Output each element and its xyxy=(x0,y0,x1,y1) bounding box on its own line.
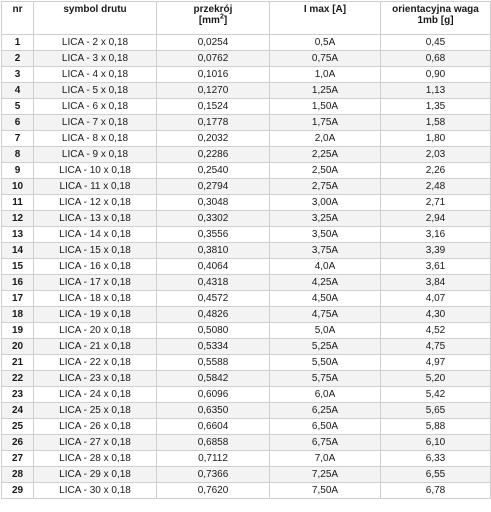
cell-przekroj: 0,7366 xyxy=(157,467,270,483)
cell-symbol: LICA - 19 x 0,18 xyxy=(34,307,157,323)
cell-przekroj: 0,5842 xyxy=(157,371,270,387)
cell-nr: 10 xyxy=(2,179,34,195)
header-przekroj-line2: [mm xyxy=(198,15,220,26)
cell-imax: 3,25A xyxy=(270,211,381,227)
table-row xyxy=(2,419,491,435)
cell-imax: 5,25A xyxy=(270,339,381,355)
cell-waga: 1,58 xyxy=(381,115,491,131)
cell-przekroj: 0,3556 xyxy=(157,227,270,243)
cell-imax: 4,0A xyxy=(270,259,381,275)
cell-waga: 4,07 xyxy=(381,291,491,307)
cell-symbol: LICA - 14 x 0,18 xyxy=(34,227,157,243)
cell-symbol: LICA - 4 x 0,18 xyxy=(34,67,157,83)
cell-symbol: LICA - 2 x 0,18 xyxy=(34,35,157,51)
cell-przekroj: 0,2032 xyxy=(157,131,270,147)
table-row xyxy=(2,371,491,387)
cell-nr: 14 xyxy=(2,243,34,259)
cell-waga: 0,90 xyxy=(381,67,491,83)
cell-przekroj: 0,3302 xyxy=(157,211,270,227)
cell-nr: 16 xyxy=(2,275,34,291)
cell-waga: 6,55 xyxy=(381,467,491,483)
cell-symbol: LICA - 6 x 0,18 xyxy=(34,99,157,115)
cell-imax: 7,25A xyxy=(270,467,381,483)
cell-nr: 21 xyxy=(2,355,34,371)
table-body xyxy=(2,35,491,499)
table-row xyxy=(2,35,491,51)
cell-przekroj: 0,0254 xyxy=(157,35,270,51)
cell-imax: 3,75A xyxy=(270,243,381,259)
cell-przekroj: 0,2286 xyxy=(157,147,270,163)
cell-przekroj: 0,2794 xyxy=(157,179,270,195)
cell-symbol: LICA - 29 x 0,18 xyxy=(34,467,157,483)
cell-waga: 1,80 xyxy=(381,131,491,147)
cell-przekroj: 0,4064 xyxy=(157,259,270,275)
cell-waga: 3,16 xyxy=(381,227,491,243)
table-row xyxy=(2,147,491,163)
table-row xyxy=(2,179,491,195)
cell-nr: 24 xyxy=(2,403,34,419)
cell-nr: 20 xyxy=(2,339,34,355)
cell-symbol: LICA - 25 x 0,18 xyxy=(34,403,157,419)
cell-przekroj: 0,2540 xyxy=(157,163,270,179)
cell-waga: 0,45 xyxy=(381,35,491,51)
cell-waga: 2,03 xyxy=(381,147,491,163)
table-row xyxy=(2,259,491,275)
cell-waga: 6,10 xyxy=(381,435,491,451)
cell-nr: 19 xyxy=(2,323,34,339)
cell-imax: 6,75A xyxy=(270,435,381,451)
cell-przekroj: 0,0762 xyxy=(157,51,270,67)
cell-waga: 5,65 xyxy=(381,403,491,419)
table-row xyxy=(2,67,491,83)
cell-imax: 4,75A xyxy=(270,307,381,323)
cell-symbol: LICA - 8 x 0,18 xyxy=(34,131,157,147)
cell-przekroj: 0,4318 xyxy=(157,275,270,291)
header-waga xyxy=(381,2,491,35)
cell-waga: 1,13 xyxy=(381,83,491,99)
cell-imax: 5,75A xyxy=(270,371,381,387)
cell-przekroj: 0,1524 xyxy=(157,99,270,115)
header-row xyxy=(2,2,491,35)
cell-przekroj: 0,4826 xyxy=(157,307,270,323)
cell-imax: 2,75A xyxy=(270,179,381,195)
cell-nr: 4 xyxy=(2,83,34,99)
cell-symbol: LICA - 9 x 0,18 xyxy=(34,147,157,163)
table-row xyxy=(2,355,491,371)
table-row xyxy=(2,323,491,339)
cell-nr: 8 xyxy=(2,147,34,163)
cell-symbol: LICA - 13 x 0,18 xyxy=(34,211,157,227)
cell-przekroj: 0,3048 xyxy=(157,195,270,211)
cell-waga: 3,84 xyxy=(381,275,491,291)
cell-waga: 4,97 xyxy=(381,355,491,371)
header-przekroj-line1: przekrój xyxy=(193,4,233,15)
cell-przekroj: 0,4572 xyxy=(157,291,270,307)
cell-nr: 22 xyxy=(2,371,34,387)
cell-symbol: LICA - 27 x 0,18 xyxy=(34,435,157,451)
cell-symbol: LICA - 15 x 0,18 xyxy=(34,243,157,259)
header-symbol: symbol drutu xyxy=(34,2,157,35)
cell-symbol: LICA - 28 x 0,18 xyxy=(34,451,157,467)
cell-waga: 1,35 xyxy=(381,99,491,115)
cell-waga: 3,39 xyxy=(381,243,491,259)
table-row xyxy=(2,243,491,259)
cell-imax: 0,5A xyxy=(270,35,381,51)
cell-symbol: LICA - 11 x 0,18 xyxy=(34,179,157,195)
cell-przekroj: 0,3810 xyxy=(157,243,270,259)
table-row xyxy=(2,131,491,147)
cell-nr: 2 xyxy=(2,51,34,67)
cell-imax: 1,25A xyxy=(270,83,381,99)
table-row xyxy=(2,275,491,291)
table-row xyxy=(2,195,491,211)
cell-imax: 0,75A xyxy=(270,51,381,67)
cell-imax: 7,0A xyxy=(270,451,381,467)
table-row xyxy=(2,163,491,179)
cell-imax: 1,0A xyxy=(270,67,381,83)
cell-nr: 13 xyxy=(2,227,34,243)
table-row xyxy=(2,227,491,243)
cell-symbol: LICA - 10 x 0,18 xyxy=(34,163,157,179)
cell-imax: 3,00A xyxy=(270,195,381,211)
table-row xyxy=(2,467,491,483)
table-row xyxy=(2,307,491,323)
wire-spec-table xyxy=(1,1,491,499)
cell-nr: 1 xyxy=(2,35,34,51)
cell-nr: 29 xyxy=(2,483,34,499)
cell-przekroj: 0,7112 xyxy=(157,451,270,467)
cell-przekroj: 0,5080 xyxy=(157,323,270,339)
cell-imax: 6,0A xyxy=(270,387,381,403)
cell-imax: 2,50A xyxy=(270,163,381,179)
cell-przekroj: 0,5334 xyxy=(157,339,270,355)
cell-przekroj: 0,6096 xyxy=(157,387,270,403)
cell-symbol: LICA - 30 x 0,18 xyxy=(34,483,157,499)
cell-nr: 9 xyxy=(2,163,34,179)
cell-symbol: LICA - 3 x 0,18 xyxy=(34,51,157,67)
table-row xyxy=(2,51,491,67)
cell-przekroj: 0,6858 xyxy=(157,435,270,451)
cell-przekroj: 0,1778 xyxy=(157,115,270,131)
cell-waga: 2,71 xyxy=(381,195,491,211)
cell-symbol: LICA - 26 x 0,18 xyxy=(34,419,157,435)
cell-waga: 0,68 xyxy=(381,51,491,67)
cell-imax: 1,50A xyxy=(270,99,381,115)
cell-symbol: LICA - 22 x 0,18 xyxy=(34,355,157,371)
header-przekroj-close: ] xyxy=(223,15,228,26)
header-waga-line2: 1mb [g] xyxy=(417,15,454,26)
table-row xyxy=(2,403,491,419)
cell-imax: 1,75A xyxy=(270,115,381,131)
table-row xyxy=(2,339,491,355)
cell-imax: 4,25A xyxy=(270,275,381,291)
header-przekroj xyxy=(157,2,270,35)
cell-nr: 11 xyxy=(2,195,34,211)
table-row xyxy=(2,83,491,99)
cell-przekroj: 0,5588 xyxy=(157,355,270,371)
table-header xyxy=(2,2,491,35)
cell-waga: 5,88 xyxy=(381,419,491,435)
cell-symbol: LICA - 16 x 0,18 xyxy=(34,259,157,275)
cell-nr: 15 xyxy=(2,259,34,275)
cell-przekroj: 0,6350 xyxy=(157,403,270,419)
cell-nr: 26 xyxy=(2,435,34,451)
cell-imax: 7,50A xyxy=(270,483,381,499)
cell-symbol: LICA - 24 x 0,18 xyxy=(34,387,157,403)
cell-imax: 2,0A xyxy=(270,131,381,147)
table-row xyxy=(2,99,491,115)
header-nr: nr xyxy=(2,2,34,35)
cell-nr: 23 xyxy=(2,387,34,403)
header-imax: I max [A] xyxy=(270,2,381,35)
cell-waga: 4,75 xyxy=(381,339,491,355)
cell-symbol: LICA - 12 x 0,18 xyxy=(34,195,157,211)
cell-symbol: LICA - 21 x 0,18 xyxy=(34,339,157,355)
cell-nr: 25 xyxy=(2,419,34,435)
cell-symbol: LICA - 7 x 0,18 xyxy=(34,115,157,131)
header-przekroj-sup: 2 xyxy=(219,13,224,21)
table-row xyxy=(2,451,491,467)
header-waga-line1: orientacyjna waga xyxy=(392,4,479,15)
table-row xyxy=(2,291,491,307)
cell-nr: 5 xyxy=(2,99,34,115)
cell-przekroj: 0,7620 xyxy=(157,483,270,499)
cell-symbol: LICA - 5 x 0,18 xyxy=(34,83,157,99)
cell-nr: 27 xyxy=(2,451,34,467)
table-row xyxy=(2,435,491,451)
cell-nr: 3 xyxy=(2,67,34,83)
cell-waga: 2,26 xyxy=(381,163,491,179)
cell-waga: 5,42 xyxy=(381,387,491,403)
cell-waga: 6,33 xyxy=(381,451,491,467)
cell-nr: 6 xyxy=(2,115,34,131)
cell-waga: 2,94 xyxy=(381,211,491,227)
cell-imax: 2,25A xyxy=(270,147,381,163)
cell-imax: 3,50A xyxy=(270,227,381,243)
cell-waga: 5,20 xyxy=(381,371,491,387)
cell-imax: 6,50A xyxy=(270,419,381,435)
cell-przekroj: 0,1016 xyxy=(157,67,270,83)
cell-symbol: LICA - 20 x 0,18 xyxy=(34,323,157,339)
cell-waga: 2,48 xyxy=(381,179,491,195)
cell-imax: 4,50A xyxy=(270,291,381,307)
cell-symbol: LICA - 18 x 0,18 xyxy=(34,291,157,307)
cell-nr: 17 xyxy=(2,291,34,307)
table-row xyxy=(2,211,491,227)
table-row xyxy=(2,483,491,499)
cell-nr: 12 xyxy=(2,211,34,227)
cell-waga: 4,30 xyxy=(381,307,491,323)
cell-nr: 18 xyxy=(2,307,34,323)
table-row xyxy=(2,115,491,131)
cell-imax: 5,0A xyxy=(270,323,381,339)
cell-nr: 28 xyxy=(2,467,34,483)
cell-waga: 4,52 xyxy=(381,323,491,339)
cell-przekroj: 0,6604 xyxy=(157,419,270,435)
cell-imax: 6,25A xyxy=(270,403,381,419)
cell-waga: 3,61 xyxy=(381,259,491,275)
cell-symbol: LICA - 23 x 0,18 xyxy=(34,371,157,387)
cell-nr: 7 xyxy=(2,131,34,147)
cell-waga: 6,78 xyxy=(381,483,491,499)
cell-imax: 5,50A xyxy=(270,355,381,371)
cell-przekroj: 0,1270 xyxy=(157,83,270,99)
table-row xyxy=(2,387,491,403)
cell-symbol: LICA - 17 x 0,18 xyxy=(34,275,157,291)
